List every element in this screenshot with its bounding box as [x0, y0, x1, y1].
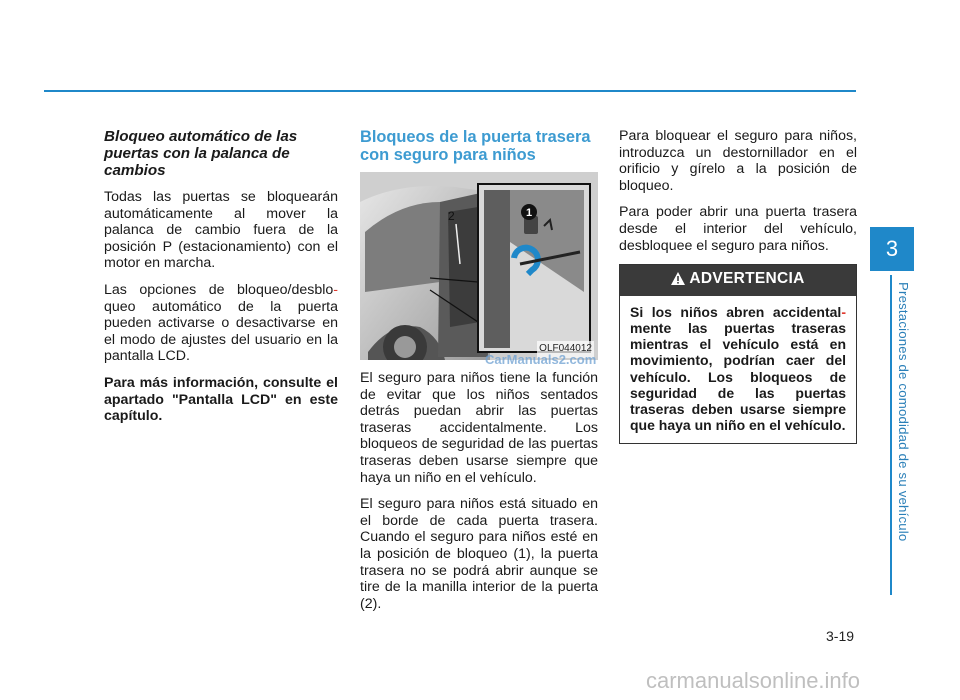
paragraph-lock-options-a: Las opciones de bloqueo/desblo [104, 281, 334, 298]
warning-text-a: Si los niños abren accidental [630, 303, 842, 320]
page-number: 3-19 [826, 628, 855, 644]
watermark-carmanuals: CarManuals2.com [485, 352, 597, 367]
figure-code: OLF044012 [537, 341, 594, 358]
paragraph-more-info: Para más información, consulte el apartado "Pantalla LCD" en este capítulo. [104, 374, 338, 425]
column-2 [360, 128, 598, 622]
warning-text [620, 296, 856, 444]
callout-2-label: 2 [448, 209, 455, 223]
warning-header [620, 265, 856, 296]
paragraph-lock-options-b: queo automático de la puerta pueden activarse o desactivarse en el modo de ajustes del usuario en la pantalla LCD. [104, 298, 338, 365]
subhead-auto-lock: Bloqueo automático de las puertas con la palanca de cambios [104, 128, 298, 179]
side-rule [890, 275, 892, 595]
hyphen-mark: - [333, 281, 338, 298]
column-1 [104, 128, 338, 435]
chapter-tab: 3 [870, 227, 914, 271]
warning-hyphen: - [841, 303, 846, 320]
paragraph-lock-instructions: Para bloquear el seguro para niños, introduzca un destornillador en el orificio y gírelo a la posición de bloqueo. [619, 128, 857, 194]
child-lock-figure [360, 172, 598, 360]
paragraph-child-lock-purpose: El seguro para niños tiene la función de evitar que los niños sentados detrás puedan abrir las puertas traseras accidentalmente. Los bloqueos de seguridad de las puertas traseras deben usarse siempre que haya un niño en el vehículo. [360, 370, 598, 486]
paragraph-lock-options [104, 282, 338, 365]
chapter-title-vertical: Prestaciones de comodidad de su vehículo [896, 282, 911, 542]
warning-text-b: mente las puertas traseras mientras el vehículo está en movimiento, podrían caer del vehículo. Los bloqueos de seguridad de las puertas traseras deben usarse siempre que haya un niño en el vehículo. [630, 319, 846, 434]
paragraph-child-lock-location: El seguro para niños está situado en el borde de cada puerta trasera. Cuando el seguro para niños esté en la posición de bloqueo (1), la puerta trasera no se podrá abrir aunque se tire de la manilla interior de la puerta (2). [360, 496, 598, 612]
warning-box [619, 264, 857, 444]
top-rule [44, 90, 856, 92]
warning-triangle-icon [671, 272, 685, 290]
warning-title: ADVERTENCIA [689, 270, 805, 288]
column-3 [619, 128, 857, 444]
paragraph-auto-lock: Todas las puertas se bloquearán automáticamente al mover la palanca de cambio fuera de la posición P (estacionamiento) con el motor en marcha. [104, 189, 338, 272]
section-title-child-lock: Bloqueos de la puerta trasera con seguro para niños [360, 128, 591, 164]
callout-1-label: 1 [525, 207, 533, 219]
car-door-illustration [360, 172, 598, 360]
watermark-carmanualsonline: carmanualsonline.info [646, 668, 861, 693]
paragraph-unlock-instructions: Para poder abrir una puerta trasera desde el interior del vehículo, desbloquee el seguro para niños. [619, 204, 857, 254]
